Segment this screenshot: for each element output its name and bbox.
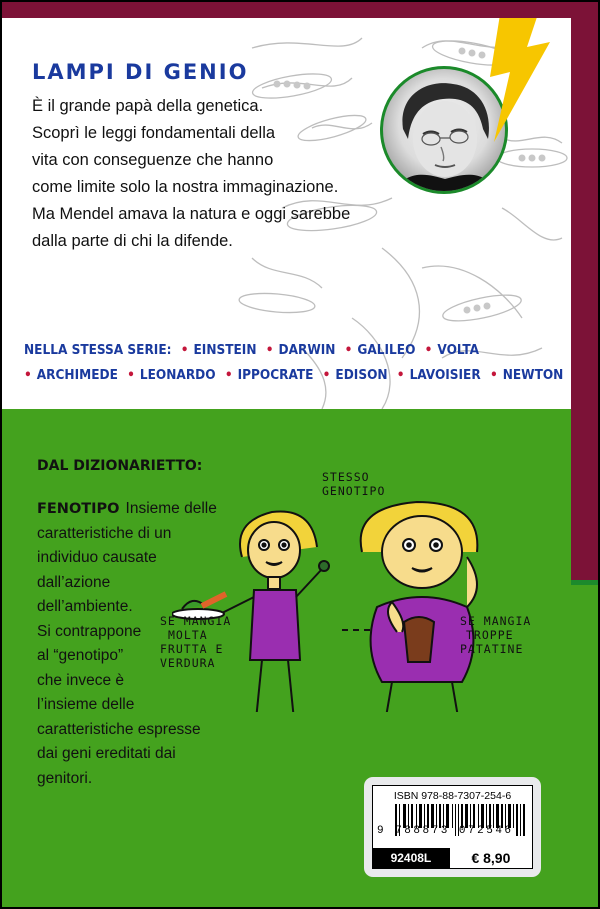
definition-line: caratteristiche espresse — [37, 720, 201, 738]
phenotype-cartoon-icon — [172, 482, 552, 712]
caption-chips: SE MANGIA TROPPE PATATINE — [460, 614, 532, 656]
price-barcode-label — [364, 777, 541, 877]
bullet-icon: • — [489, 367, 498, 383]
definition-line: genitori. — [37, 769, 93, 787]
bio-line: vita con conseguenze che hanno — [32, 151, 274, 169]
series-item: VOLTA — [437, 342, 480, 358]
bullet-icon: • — [396, 367, 405, 383]
series-item: EINSTEIN — [193, 342, 257, 358]
definition-line: individuo causate — [37, 549, 157, 566]
definition-line: che invece è — [37, 671, 125, 689]
label-frame — [372, 785, 533, 869]
series-item: EDISON — [335, 367, 388, 383]
book-back-cover — [2, 2, 598, 907]
definition-line: l’insieme delle — [37, 696, 135, 713]
definition-line: dell’ambiente. — [37, 598, 133, 615]
series-item: LAVOISIER — [409, 367, 481, 383]
code-price-row — [373, 848, 532, 868]
same-series-list — [24, 338, 564, 388]
series-item: ARCHIMEDE — [36, 367, 118, 383]
lightning-bolt-icon — [472, 18, 552, 162]
bio-line: come limite solo la nostra immaginazione. — [32, 178, 339, 196]
bio-line: Ma Mendel amava la natura e oggi sarebbe — [32, 205, 351, 223]
price: € 8,90 — [449, 848, 532, 868]
white-info-panel — [2, 18, 571, 409]
maroon-right-band — [571, 2, 598, 580]
barcode-number: 9 788873 072546 — [377, 825, 514, 837]
bullet-icon: • — [180, 342, 189, 358]
definition-line: Insieme delle — [125, 500, 217, 517]
bullet-icon: • — [424, 342, 433, 358]
product-code: 92408L — [373, 848, 449, 868]
series-title: LAMPI DI GENIO — [32, 60, 249, 84]
bio-line: È il grande papà della genetica. — [32, 97, 264, 115]
series-item: IPPOCRATE — [237, 367, 314, 383]
series-item: GALILEO — [357, 342, 416, 358]
caption-same-genotype: STESSO GENOTIPO — [322, 470, 386, 498]
definition-line: dai geni ereditati dai — [37, 745, 176, 762]
series-item: LEONARDO — [139, 367, 216, 383]
dictionary-term: FENOTIPO — [37, 501, 120, 517]
series-label: NELLA STESSA SERIE: — [24, 342, 172, 358]
caption-fruit-vegetables: SE MANGIA MOLTA FRUTTA E VERDURA — [160, 614, 232, 670]
definition-line: dall’azione — [37, 573, 111, 591]
bio-text — [32, 93, 352, 255]
bio-line: dalla parte di chi la difende. — [32, 232, 233, 250]
bullet-icon: • — [24, 367, 32, 383]
bullet-icon: • — [344, 342, 353, 358]
bio-line: Scoprì le leggi fondamentali della — [32, 124, 276, 142]
definition-line: Si contrappone — [37, 622, 142, 640]
definition-line: al “genotipo” — [37, 647, 124, 664]
series-item: NEWTON — [502, 367, 564, 383]
bullet-icon: • — [265, 342, 274, 358]
isbn-text: ISBN 978-88-7307-254-6 — [393, 790, 512, 802]
dictionary-title: DAL DIZIONARIETTO: — [37, 458, 203, 474]
bullet-icon: • — [127, 367, 135, 383]
dark-green-strip — [571, 580, 598, 585]
definition-line: caratteristiche di un — [37, 524, 172, 542]
bullet-icon: • — [224, 367, 233, 383]
series-item: DARWIN — [278, 342, 336, 358]
maroon-top-band — [2, 2, 598, 18]
bullet-icon: • — [322, 367, 331, 383]
